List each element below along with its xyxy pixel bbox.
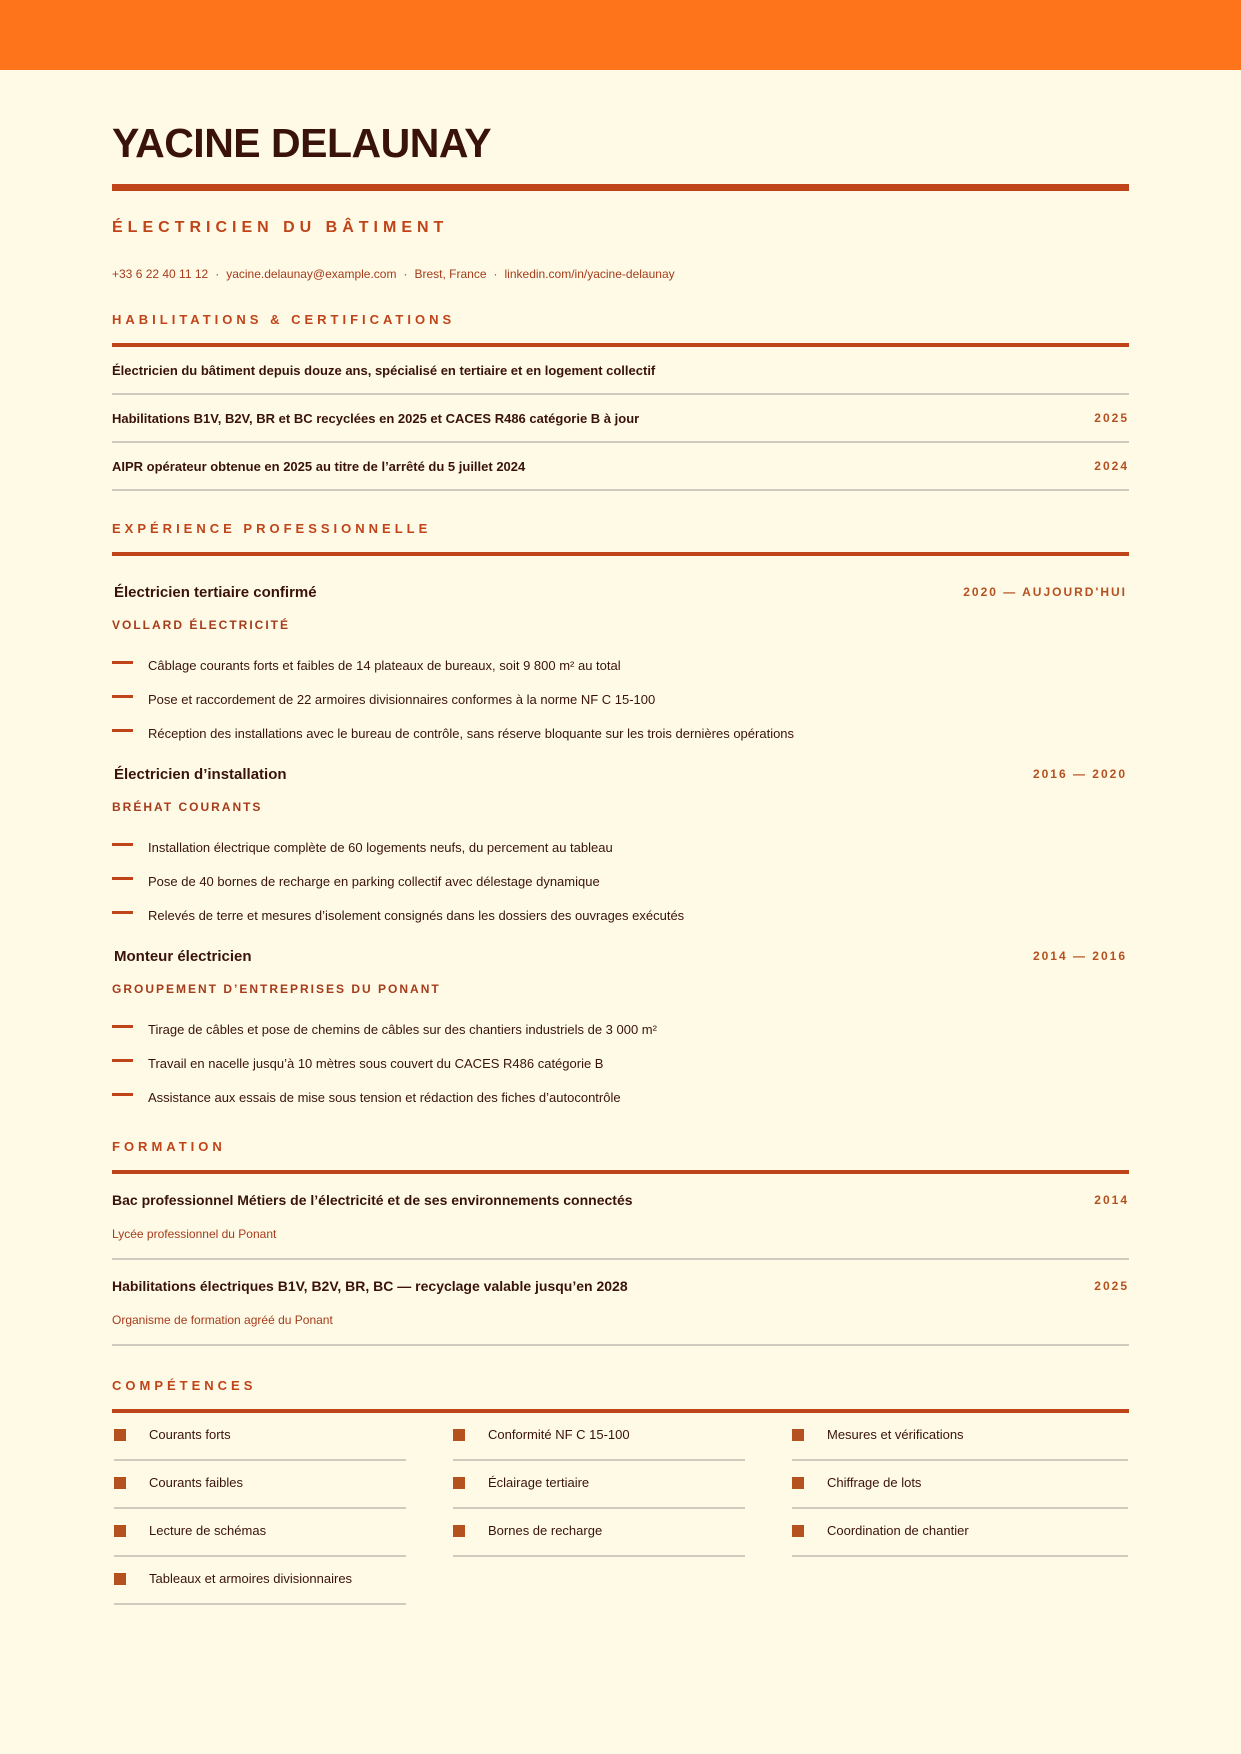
contact-separator: · xyxy=(493,267,498,281)
education-school: Lycée professionnel du Ponant xyxy=(112,1227,277,1241)
job-title: Électricien d’installation xyxy=(114,765,287,783)
square-bullet-icon xyxy=(792,1477,804,1489)
skill-label: Lecture de schémas xyxy=(149,1523,267,1538)
job-header xyxy=(112,581,1129,603)
education-school: Organisme de formation agréé du Ponant xyxy=(112,1313,333,1327)
list-item xyxy=(112,1081,1129,1115)
list-item xyxy=(112,1047,1129,1081)
list-item xyxy=(112,649,1129,683)
job-bullets xyxy=(112,649,1129,751)
job-entry xyxy=(112,945,1129,1115)
job-company: BRÉHAT COURANTS xyxy=(112,800,263,814)
job-company: GROUPEMENT D’ENTREPRISES DU PONANT xyxy=(112,982,441,996)
skill-label: Coordination de chantier xyxy=(827,1523,969,1538)
contact-email[interactable]: yacine.delaunay@example.com xyxy=(226,267,397,281)
top-color-band xyxy=(0,0,1241,70)
list-item xyxy=(112,717,1129,751)
square-bullet-icon xyxy=(453,1429,465,1441)
list-item xyxy=(112,1013,1129,1047)
bullet-text: Câblage courants forts et faibles de 14 plateaux de bureaux, soit 9 800 m² au total xyxy=(148,657,621,673)
skill-item xyxy=(792,1413,1128,1461)
job-entry xyxy=(112,581,1129,751)
list-item xyxy=(112,865,1129,899)
skill-label: Éclairage tertiaire xyxy=(488,1475,590,1490)
contact-line xyxy=(112,266,1129,282)
skill-label: Courants forts xyxy=(149,1427,231,1442)
skill-label: Mesures et vérifications xyxy=(827,1427,964,1442)
square-bullet-icon xyxy=(792,1429,804,1441)
square-bullet-icon xyxy=(114,1525,126,1537)
job-title: Électricien tertiaire confirmé xyxy=(114,583,317,601)
square-bullet-icon xyxy=(453,1525,465,1537)
square-bullet-icon xyxy=(114,1477,126,1489)
bullet-text: Relevés de terre et mesures d’isolement consignés dans les dossiers des ouvrages exécutés xyxy=(148,907,685,923)
dash-icon xyxy=(112,877,133,880)
dash-icon xyxy=(112,1025,133,1028)
resume-page xyxy=(112,70,1129,1605)
section-title-certifications: HABILITATIONS & CERTIFICATIONS xyxy=(112,312,456,327)
skill-label: Tableaux et armoires divisionnaires xyxy=(149,1571,353,1586)
square-bullet-icon xyxy=(114,1573,126,1585)
section-title-skills: COMPÉTENCES xyxy=(112,1378,257,1393)
job-entry xyxy=(112,763,1129,933)
education-title: Bac professionnel Métiers de l’électricité et de ses environnements connectés xyxy=(112,1192,633,1208)
dash-icon xyxy=(112,695,133,698)
dash-icon xyxy=(112,729,133,732)
skill-item xyxy=(114,1557,406,1605)
list-item xyxy=(112,899,1129,933)
section-divider xyxy=(112,552,1129,556)
skill-item xyxy=(453,1509,745,1557)
skill-item xyxy=(114,1461,406,1509)
cert-row xyxy=(112,443,1129,491)
skill-item xyxy=(114,1413,406,1461)
cert-text: Électricien du bâtiment depuis douze ans, spécialisé en tertiaire et en logement collectif xyxy=(112,362,656,378)
job-header xyxy=(112,945,1129,967)
skill-label: Bornes de recharge xyxy=(488,1523,603,1538)
cert-year: 2025 xyxy=(1094,411,1129,425)
certifications-section xyxy=(112,312,1129,491)
candidate-name: YACINE DELAUNAY xyxy=(112,120,492,166)
job-company: VOLLARD ÉLECTRICITÉ xyxy=(112,618,290,632)
job-dates: 2014 — 2016 xyxy=(1032,949,1127,963)
skill-label: Courants faibles xyxy=(149,1475,243,1490)
skill-item xyxy=(453,1461,745,1509)
contact-phone: +33 6 22 40 11 12 xyxy=(112,267,209,281)
job-dates: 2016 — 2020 xyxy=(1032,767,1127,781)
skill-item xyxy=(792,1509,1128,1557)
dash-icon xyxy=(112,843,133,846)
dash-icon xyxy=(112,1059,133,1062)
education-row xyxy=(112,1174,1129,1260)
cert-row xyxy=(112,347,1129,395)
education-section xyxy=(112,1139,1129,1346)
contact-separator: · xyxy=(403,267,408,281)
skills-grid xyxy=(114,1413,1129,1605)
education-title: Habilitations électriques B1V, B2V, BR, BC — recyclage valable jusqu’en 2028 xyxy=(112,1278,628,1294)
job-role: ÉLECTRICIEN DU BÂTIMENT xyxy=(112,219,449,236)
dash-icon xyxy=(112,911,133,914)
dash-icon xyxy=(112,661,133,664)
skill-item xyxy=(792,1461,1128,1509)
bullet-text: Réception des installations avec le bureau de contrôle, sans réserve bloquante sur les trois dernières opérations xyxy=(148,725,795,741)
cert-text: AIPR opérateur obtenue en 2025 au titre de l’arrêté du 5 juillet 2024 xyxy=(112,458,526,474)
contact-linkedin[interactable]: linkedin.com/in/yacine-delaunay xyxy=(504,267,675,281)
cert-year: 2024 xyxy=(1094,459,1129,473)
dash-icon xyxy=(112,1093,133,1096)
skills-section xyxy=(112,1378,1129,1605)
square-bullet-icon xyxy=(792,1525,804,1537)
name-divider xyxy=(112,184,1129,191)
education-row xyxy=(112,1260,1129,1346)
cert-text: Habilitations B1V, B2V, BR et BC recyclées en 2025 et CACES R486 catégorie B à jour xyxy=(112,410,640,426)
contact-location: Brest, France xyxy=(414,267,487,281)
job-dates: 2020 — AUJOURD'HUI xyxy=(963,585,1127,599)
education-year: 2014 xyxy=(1094,1193,1129,1207)
bullet-text: Travail en nacelle jusqu’à 10 mètres sous couvert du CACES R486 catégorie B xyxy=(148,1055,604,1071)
bullet-text: Pose et raccordement de 22 armoires divisionnaires conformes à la norme NF C 15-100 xyxy=(148,691,656,707)
section-title-experience: EXPÉRIENCE PROFESSIONNELLE xyxy=(112,521,432,536)
job-title: Monteur électricien xyxy=(114,947,252,965)
square-bullet-icon xyxy=(114,1429,126,1441)
education-year: 2025 xyxy=(1094,1279,1129,1293)
job-bullets xyxy=(112,831,1129,933)
list-item xyxy=(112,683,1129,717)
skill-item xyxy=(453,1413,745,1461)
skill-item xyxy=(114,1509,406,1557)
bullet-text: Tirage de câbles et pose de chemins de câbles sur des chantiers industriels de 3 000 m² xyxy=(148,1021,657,1037)
skill-label: Conformité NF C 15-100 xyxy=(488,1427,630,1442)
bullet-text: Assistance aux essais de mise sous tension et rédaction des fiches d’autocontrôle xyxy=(148,1089,621,1105)
contact-separator: · xyxy=(215,267,220,281)
job-bullets xyxy=(112,1013,1129,1115)
list-item xyxy=(112,831,1129,865)
cert-row xyxy=(112,395,1129,443)
skill-label: Chiffrage de lots xyxy=(827,1475,922,1490)
experience-section xyxy=(112,521,1129,1115)
bullet-text: Pose de 40 bornes de recharge en parking collectif avec délestage dynamique xyxy=(148,873,600,889)
job-header xyxy=(112,763,1129,785)
square-bullet-icon xyxy=(453,1477,465,1489)
section-title-education: FORMATION xyxy=(112,1139,226,1154)
bullet-text: Installation électrique complète de 60 logements neufs, du percement au tableau xyxy=(148,839,613,855)
